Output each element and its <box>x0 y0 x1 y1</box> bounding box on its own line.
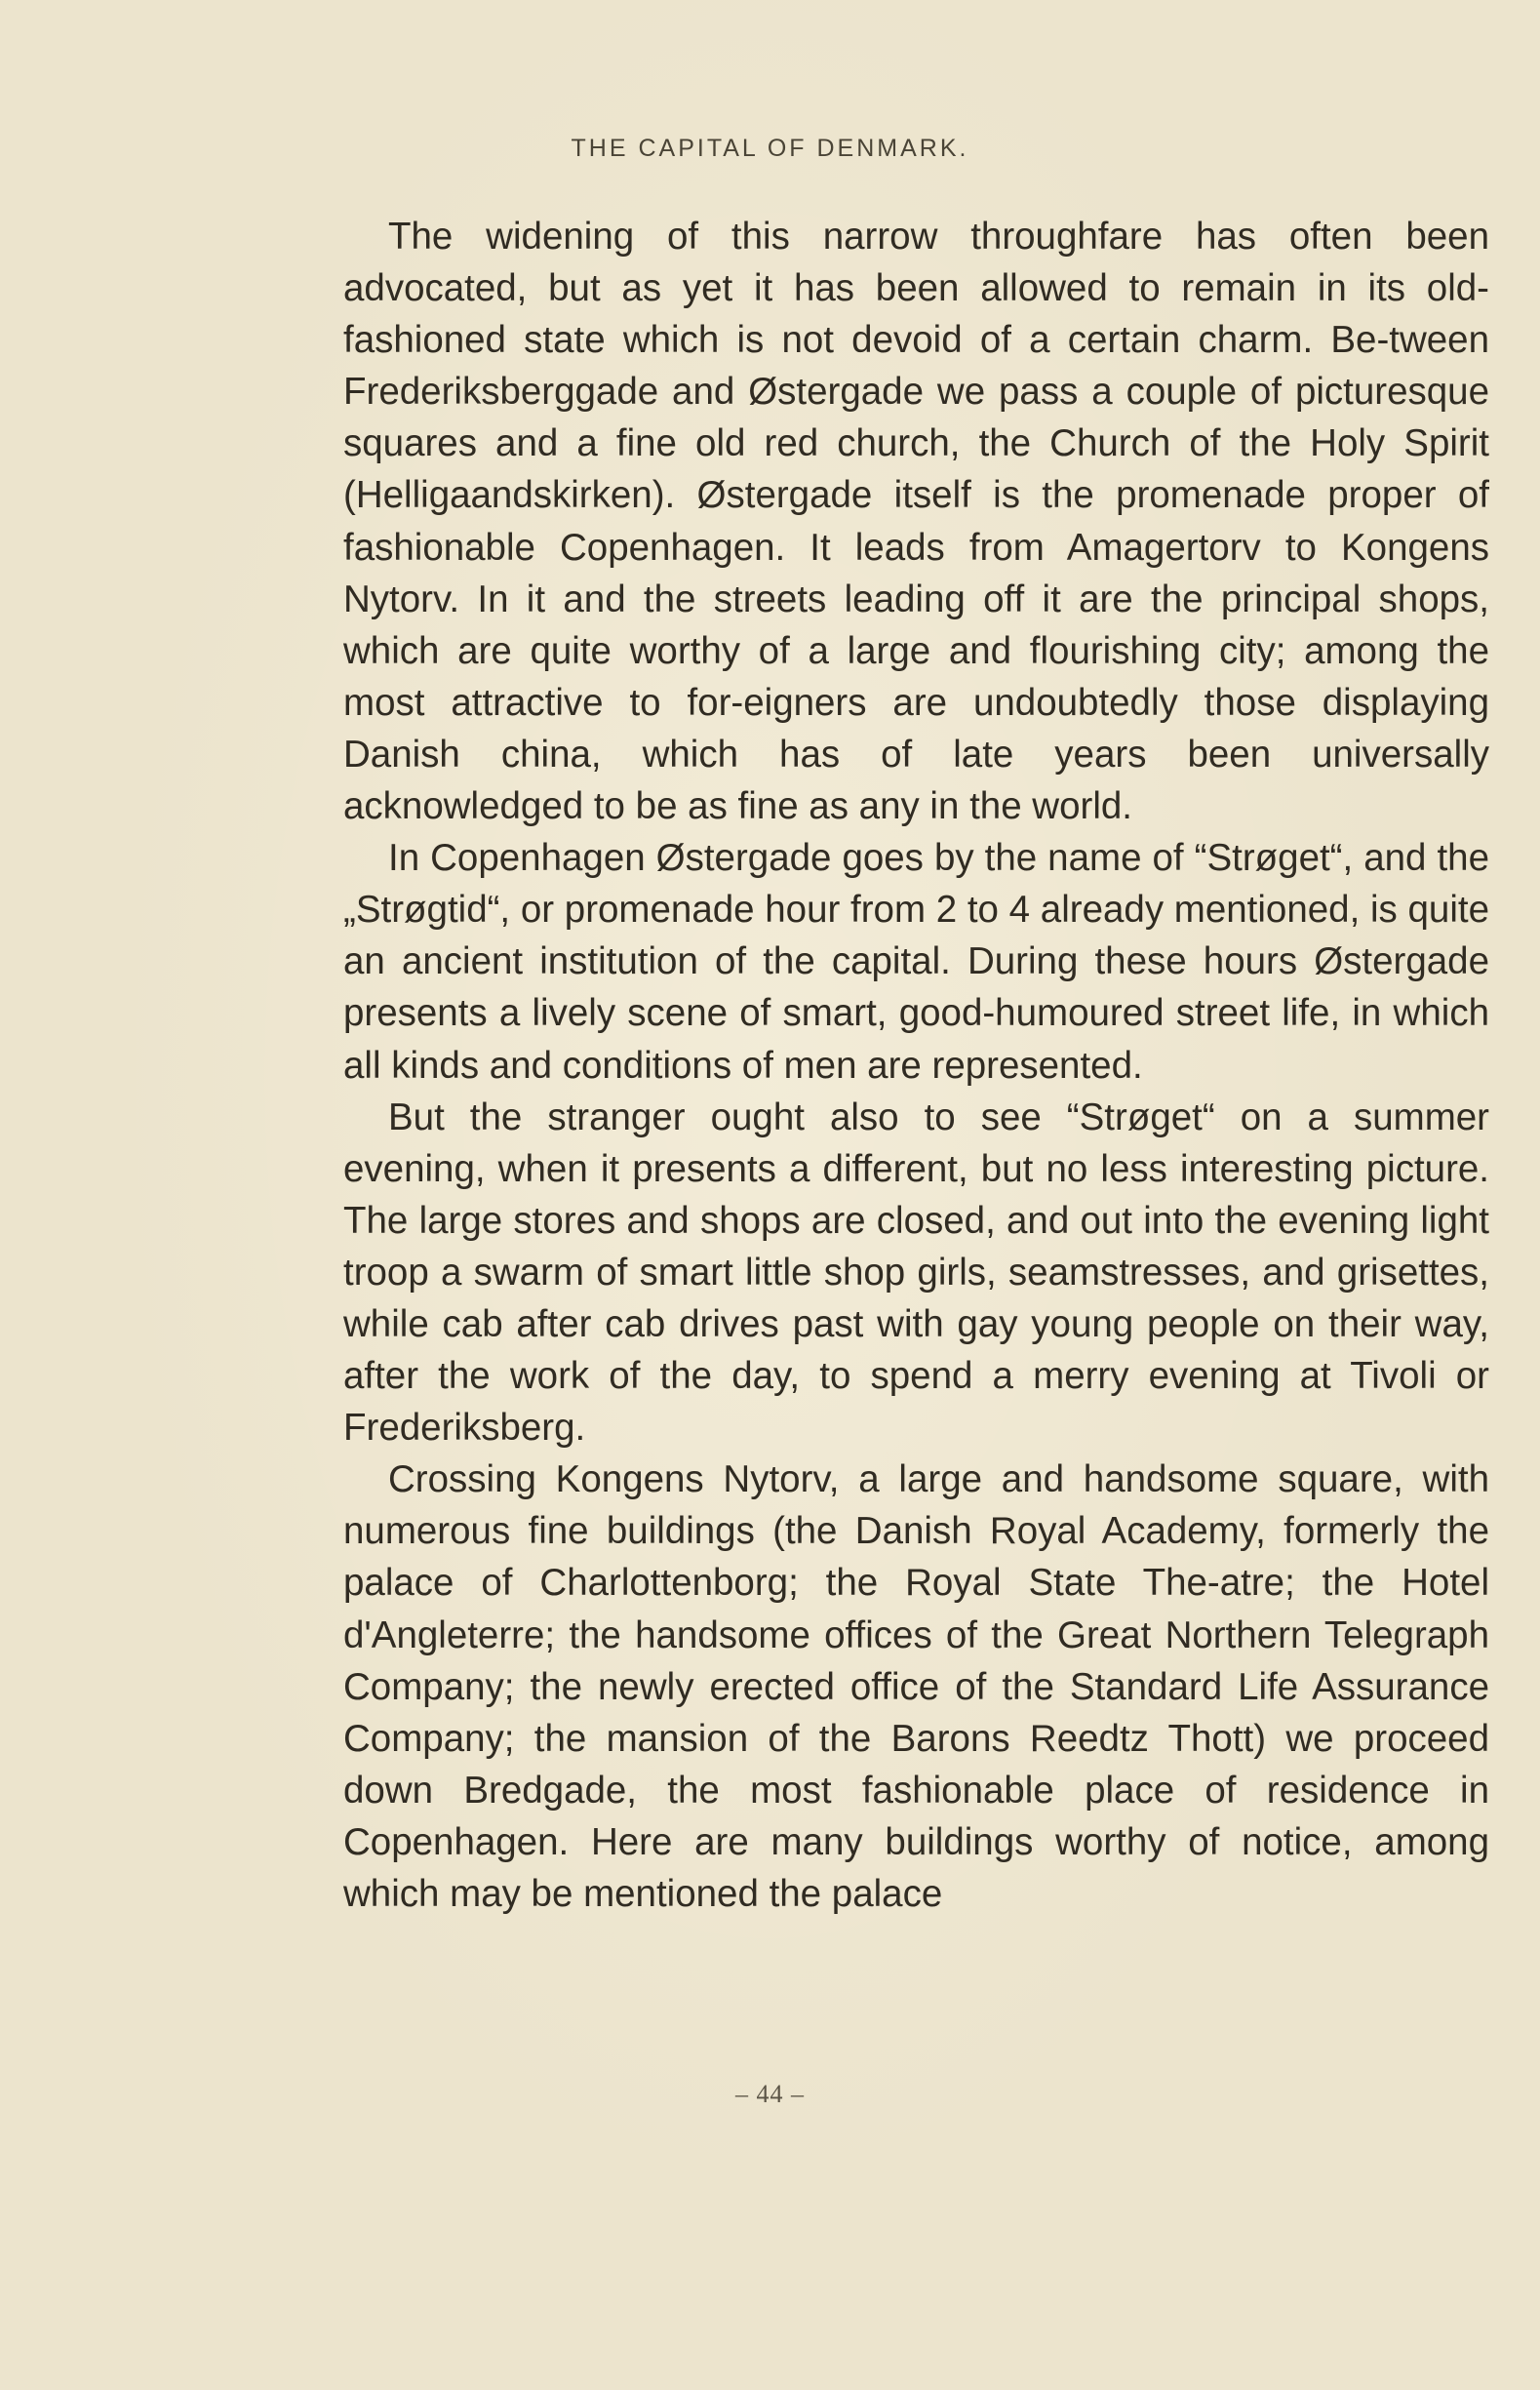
body-text <box>343 211 1489 1920</box>
paragraph-1: The widening of this narrow throughfare has often been advocated, but as yet it has been allowed to remain in its old-fashioned state which is not devoid of a certain charm. Be-tween Frederiksberggade and Østergade we pass a couple of picturesque squares and a fine old red church, the Church of the Holy Spirit (Helligaandskirken). Østergade itself is the promenade proper of fashionable Copenhagen. It leads from Amagertorv to Kongens Nytorv. In it and the streets leading off it are the principal shops, which are quite worthy of a large and flourishing city; among the most attractive to for-eigners are undoubtedly those displaying Danish china, which has of late years been universally acknowledged to be as fine as any in the world. <box>343 216 1489 828</box>
running-head: THE CAPITAL OF DENMARK. <box>571 135 969 162</box>
page-number: – 44 – <box>735 2080 805 2108</box>
paragraph-3: But the stranger ought also to see “Strøget“ on a summer evening, when it presents a different, but no less interesting picture. The large stores and shops are closed, and out into the evening light troop a swarm of smart little shop girls, seamstresses, and grisettes, while cab after cab drives past with gay young people on their way, after the work of the day, to spend a merry evening at Tivoli or Frederiksberg. <box>343 1095 1489 1450</box>
paragraph-2: In Copenhagen Østergade goes by the name of “Strøget“, and the „Strøgtid“, or promenade hour from 2 to 4 already mentioned, is quite an ancient institution of the capital. During these hours Østergade presents a lively scene of smart, good-humoured street life, in which all kinds and conditions of men are represented. <box>343 837 1489 1087</box>
paragraph-4: Crossing Kongens Nytorv, a large and handsome square, with numerous fine buildings (the Danish Royal Academy, formerly the palace of Charlottenborg; the Royal State The-atre; the Hotel d'Angleterre; the handsome offices of the Great Northern Telegraph Company; the newly erected office of the Standard Life Assurance Company; the mansion of the Barons Reedtz Thott) we proceed down Bredgade, the most fashionable place of residence in Copenhagen. Here are many buildings worthy of notice, among which may be mentioned the palace <box>343 1458 1489 1915</box>
